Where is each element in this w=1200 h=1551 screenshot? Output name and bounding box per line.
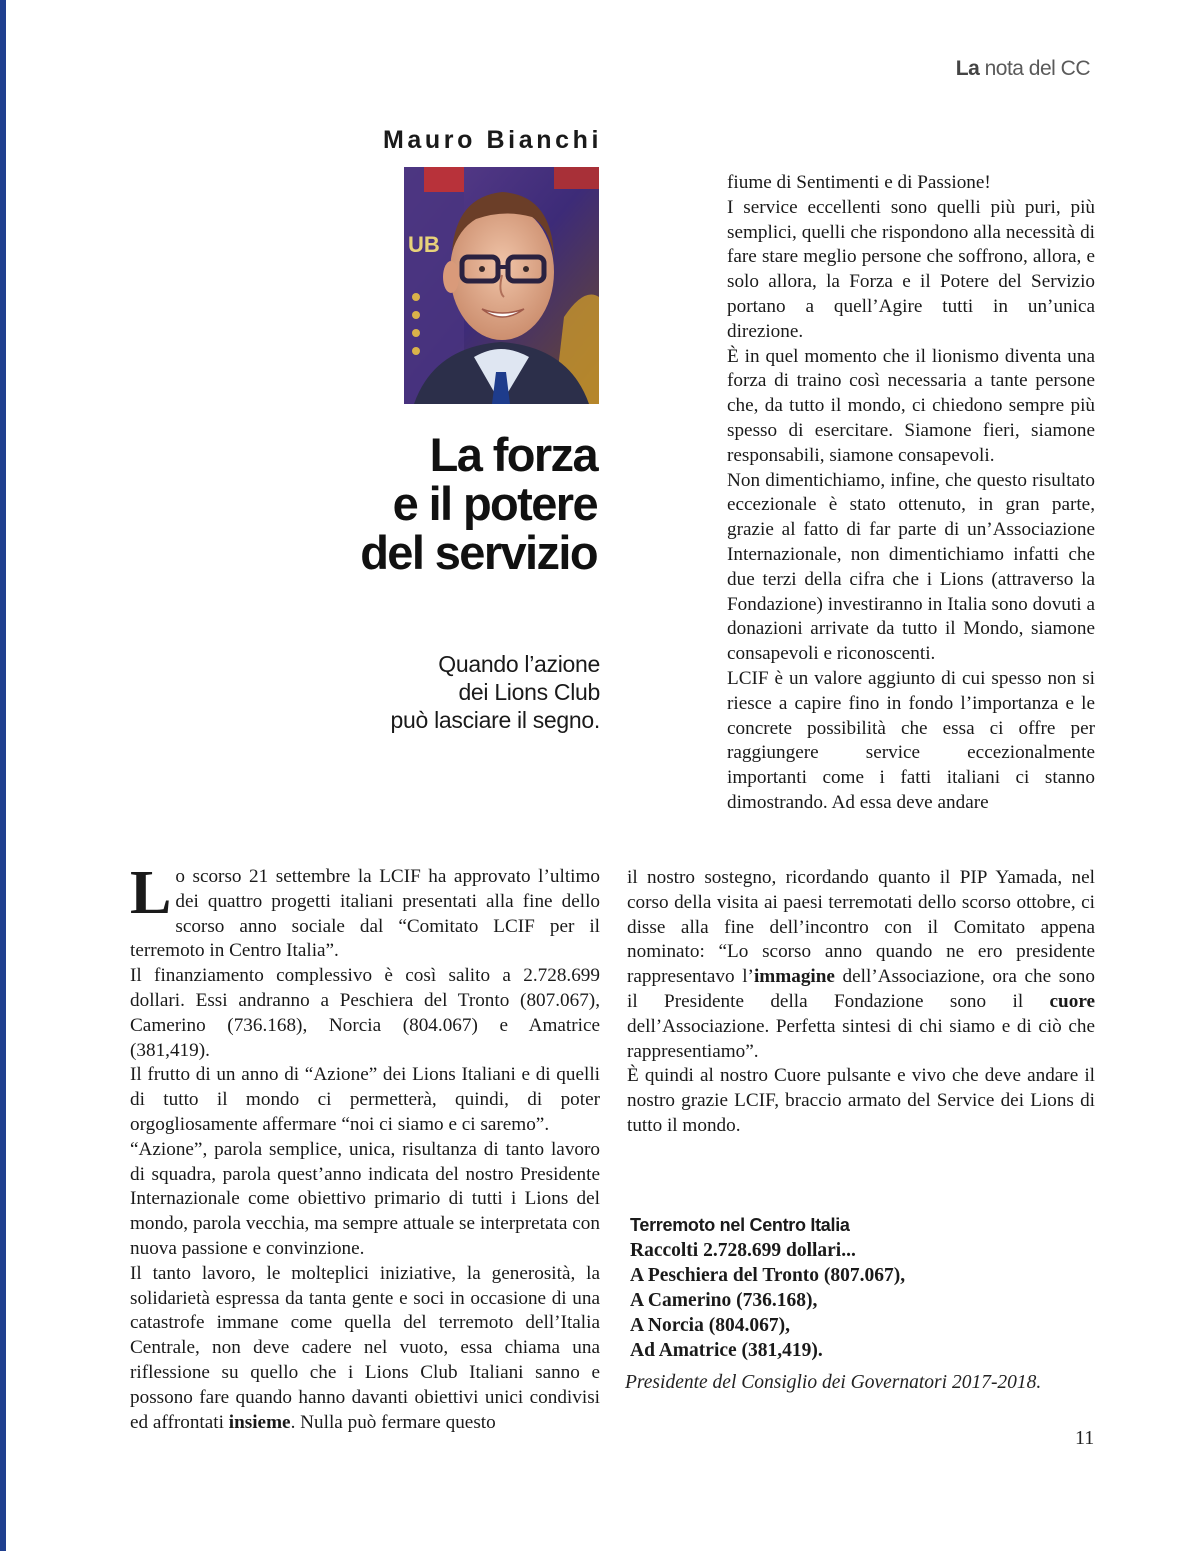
running-head — [956, 57, 1090, 81]
left-paragraph-5 — [130, 1262, 600, 1436]
left-paragraph-1 — [130, 859, 600, 964]
left-paragraph-1-text: o scorso 21 settembre la LCIF ha approvato l’ultimo dei quattro progetti italiani presentati alla fine dello scorso anno sociale dal “Comitato LCIF per il terremoto in Centro Italia”. — [130, 866, 600, 962]
author-photo — [404, 167, 599, 404]
left-paragraph-2: Il finanziamento complessivo è così salito a 2.728.699 dollari. Essi andranno a Peschiera del Tronto (807.067), Camerino (736.168), Norcia (804.067) e Amatrice (381,419). — [130, 965, 600, 1061]
right-paragraph-3: È in quel momento che il lionismo diventa una forza di traino così necessaria a tante persone che, da tutto il mondo, ci chiedono sempre più spesso di esercitare. Siamone fieri, siamone responsabili, siamone consapevoli. — [727, 345, 1095, 466]
headline-line-2: e il potere — [392, 477, 597, 530]
left-paragraph-3: Il frutto di un anno di “Azione” dei Lions Italiani e di quelli di tutto il mondo ci permetterà, quindi, di poter orgogliosamente affermare “noi ci siamo e ci saremo”. — [130, 1064, 600, 1135]
svg-text:UB: UB — [408, 232, 440, 257]
author-name: Mauro Bianchi — [382, 126, 602, 154]
headline-line-3: del servizio — [360, 526, 597, 579]
right-lower-p1-b: dell’Associazione, ora che sono il Presidente della Fondazione sono il — [627, 966, 1095, 1012]
right-lower-p1-a: il nostro sostegno, ricordando quanto il PIP Yamada, nel corso della visita ai paesi terremotati dello scorso ottobre, ci disse alla fine dell’incontro con il Comitato appena nominato: “Lo scorso anno quando ne ero presidente rappresentavo l’ — [627, 867, 1095, 988]
page-number: 11 — [1075, 1427, 1095, 1449]
right-lower-p1-c: dell’Associazione. Perfetta sintesi di chi siamo e di ciò che rappresentiamo”. — [627, 1015, 1095, 1062]
headline-line-1: La forza — [429, 428, 597, 481]
right-paragraph-2: I service eccellenti sono quelli più puri, più semplici, quelli che rispondono alla necessità di fare stare meglio persone che soffrono, allora, e solo allora, la Forza e il Potere del Servizio portano a quell’Agire tutti in un’unica direzione. — [727, 196, 1095, 342]
left-paragraph-4: “Azione”, parola semplice, unica, risultanza di tanto lavoro di squadra, parola quest’anno indicata del nostro Presidente Internazionale come obiettivo primario di tutti i Lions del mondo, parola vecchia, ma sempre attuale se interpretata con nuova passione e convinzione. — [130, 1138, 600, 1259]
dropcap: L — [130, 859, 172, 927]
article-subtitle — [391, 650, 600, 734]
running-head-bold: La — [955, 57, 980, 80]
article-headline — [360, 430, 597, 577]
right-lower-p1-bold-1: immagine — [753, 966, 835, 988]
summary-box-line-2: A Peschiera del Tronto (807.067), — [630, 1265, 906, 1286]
left-paragraph-5-a: Il tanto lavoro, le molteplici iniziative, la generosità, la solidarietà espressa da tanta gente e soci in occasione di una catastrofe immane come quella del terremoto dell’Italia Centrale, non deve cadere nel vuoto, essa chiama una riflessione su quello che i Lions Club Italiani sanno e possono fare quando hanno davanti obiettivi unici condivisi ed affrontati — [130, 1262, 600, 1433]
running-head-rest: nota del CC — [979, 57, 1090, 80]
left-paragraph-5-bold: insieme — [228, 1411, 291, 1433]
summary-box — [630, 1213, 1100, 1363]
right-lower-paragraph-1 — [627, 866, 1095, 1064]
summary-box-title: Terremoto nel Centro Italia — [630, 1215, 850, 1235]
right-column-lower — [627, 866, 1095, 1139]
author-signoff: Presidente del Consiglio dei Governatori 2017-2018. — [625, 1372, 1042, 1393]
summary-box-line-3: A Camerino (736.168), — [630, 1290, 818, 1311]
page-edge-bar — [0, 0, 6, 1551]
summary-box-line-1: Raccolti 2.728.699 dollari... — [630, 1240, 856, 1261]
left-paragraph-5-b: . Nulla può fermare questo — [290, 1411, 496, 1433]
right-paragraph-1: fiume di Sentimenti e di Passione! — [727, 172, 991, 193]
right-column-upper — [727, 171, 1095, 816]
right-lower-p1-bold-2: cuore — [1049, 990, 1095, 1012]
right-paragraph-4: Non dimentichiamo, infine, che questo risultato eccezionale è stato ottenuto, in gran parte, grazie al fatto di far parte di un’Associazione Internazionale, non dimentichiamo infatti che due terzi della cifra che i Lions (attraverso la Fondazione) investiranno in Italia sono dovuti a donazioni arrivate da tutto il Mondo, siamone consapevoli e riconoscenti. — [727, 469, 1095, 665]
summary-box-line-4: A Norcia (804.067), — [630, 1315, 790, 1336]
right-paragraph-5: LCIF è un valore aggiunto di cui spesso non si riesce a capire fino in fondo l’importanza e le concrete possibilità che essa ci offre per raggiungere service eccezionalmente importanti come i fatti italiani ci stanno dimostrando. Ad essa deve andare — [727, 667, 1095, 813]
subtitle-line-1: Quando l’azione — [438, 651, 600, 677]
summary-box-line-5: Ad Amatrice (381,419). — [630, 1340, 823, 1361]
left-column — [130, 859, 600, 1435]
subtitle-line-2: dei Lions Club — [458, 679, 600, 705]
right-lower-paragraph-2: È quindi al nostro Cuore pulsante e vivo che deve andare il nostro grazie LCIF, braccio armato del Service dei Lions di tutto il mondo. — [627, 1065, 1095, 1136]
portrait-illustration — [404, 167, 599, 404]
subtitle-line-3: può lasciare il segno. — [390, 707, 600, 733]
